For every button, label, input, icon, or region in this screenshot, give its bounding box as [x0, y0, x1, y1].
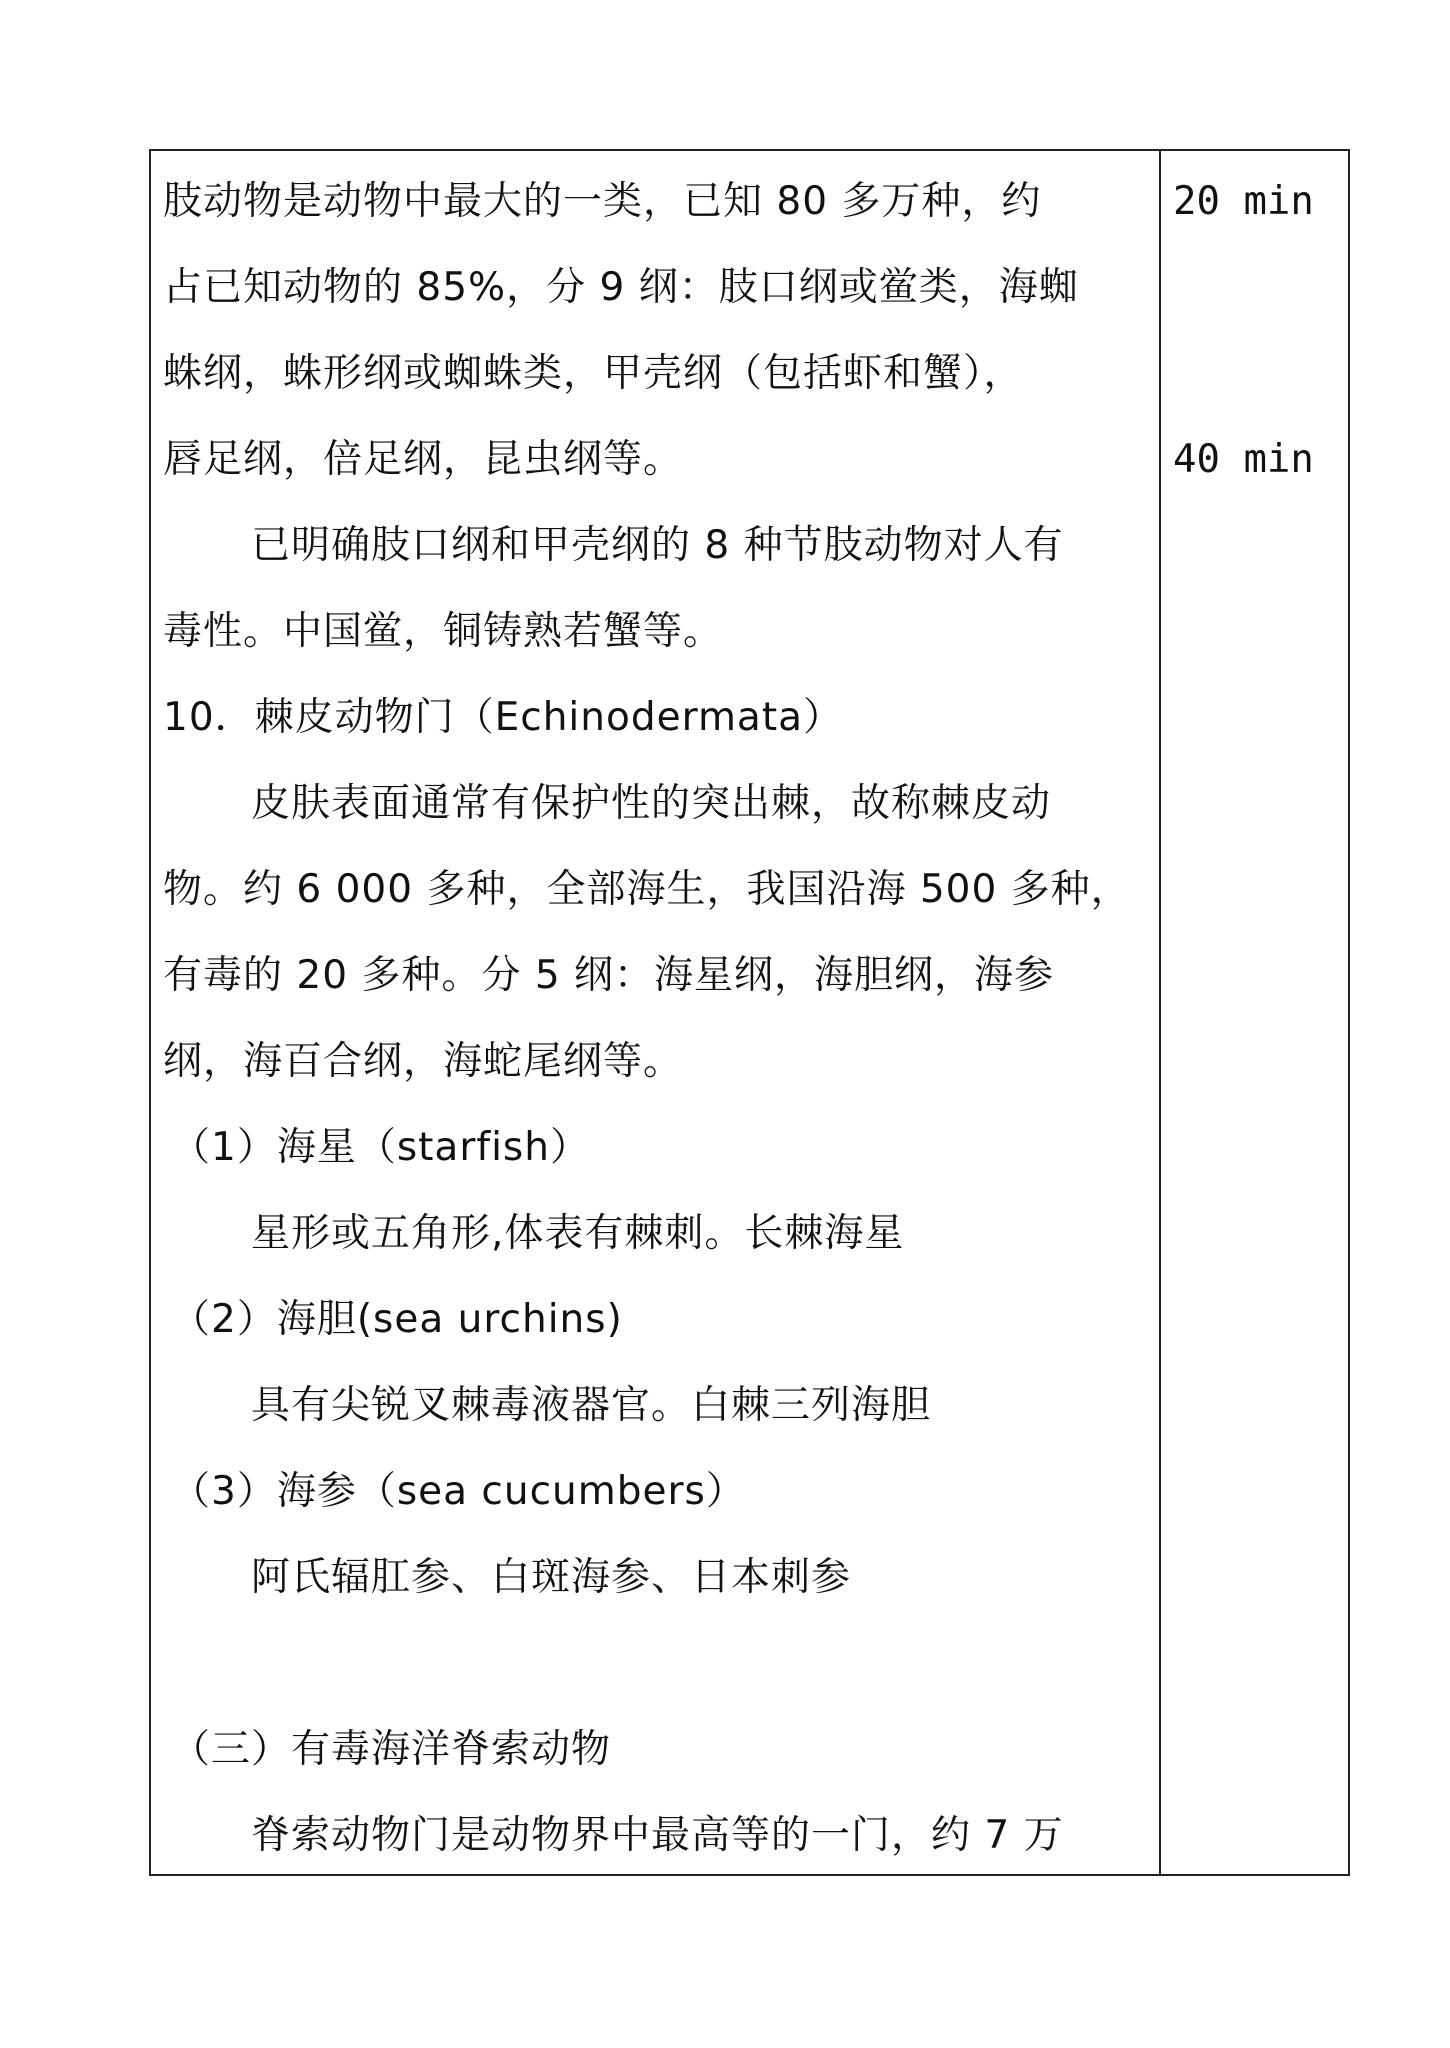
text-line: 蛛纲，蛛形纲或蜘蛛类，甲壳纲（包括虾和蟹），: [163, 351, 1024, 396]
section-heading: 10．棘皮动物门（Echinodermata）: [163, 695, 844, 740]
text-line: 星形或五角形,体表有棘刺。长棘海星: [251, 1211, 905, 1256]
subheading: （3）海参（sea cucumbers）: [171, 1469, 746, 1514]
text-line: 阿氏辐肛参、白斑海参、日本刺参: [251, 1555, 852, 1600]
subheading: （1）海星（starfish）: [171, 1125, 590, 1170]
text-line: 具有尖锐叉棘毒液器官。白棘三列海胆: [251, 1383, 932, 1428]
text-line: 已明确肢口纲和甲壳纲的 8 种节肢动物对人有: [251, 523, 1064, 568]
text-line: 物。约 6 000 多种，全部海生，我国沿海 500 多种，: [163, 867, 1131, 912]
subheading: （2）海胆(sea urchins): [171, 1297, 623, 1342]
time-label: 20 min: [1173, 179, 1314, 224]
time-label: 40 min: [1173, 437, 1314, 482]
text-line: 有毒的 20 多种。分 5 纲：海星纲，海胆纲，海参: [163, 953, 1055, 998]
lesson-table: [149, 149, 1350, 1876]
text-line: 皮肤表面通常有保护性的突出棘，故称棘皮动: [251, 781, 1052, 826]
section-heading: （三）有毒海洋脊索动物: [171, 1727, 612, 1772]
text-line: 肢动物是动物中最大的一类，已知 80 多万种，约: [163, 179, 1042, 224]
column-divider: [1159, 151, 1161, 1874]
text-line: 毒性。中国鲎，铜铸熟若蟹等。: [163, 609, 724, 654]
text-line: 唇足纲，倍足纲，昆虫纲等。: [163, 437, 684, 482]
text-line: 纲，海百合纲，海蛇尾纲等。: [163, 1039, 684, 1084]
text-line: 占已知动物的 85%，分 9 纲：肢口纲或鲎类，海蜘: [163, 265, 1079, 310]
text-line: 脊索动物门是动物界中最高等的一门，约 7 万: [251, 1813, 1064, 1858]
